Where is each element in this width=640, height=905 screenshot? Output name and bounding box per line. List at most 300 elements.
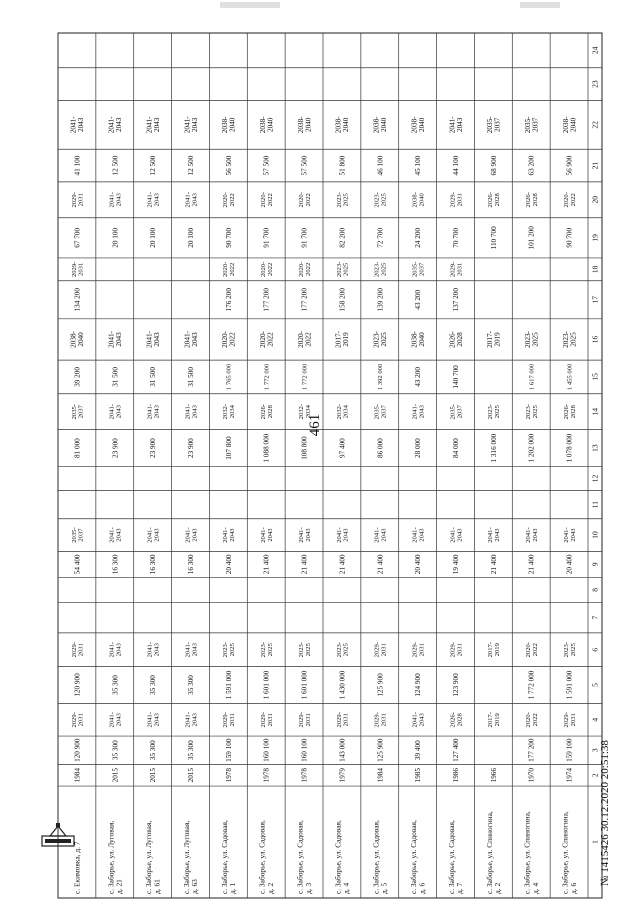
column-number-line: 4 [590,717,600,722]
table-cell-line: 2043 [153,193,161,207]
table-cell [222,527,236,542]
column-number [591,265,600,273]
table-cell-line: 2025 [494,405,502,419]
table-cell [260,404,274,419]
table-cell [449,404,463,419]
table-cell [111,768,119,783]
table-cell-line: 35 300 [187,675,196,695]
table-cell-line: 1 455 000 [566,363,574,391]
table-cell [73,673,81,697]
table-cell [411,192,425,207]
table-cell [414,367,422,387]
table-cell-line: 21 400 [338,554,347,575]
table-cell-line: 107 800 [224,436,233,460]
table-cell-line: 28 000 [414,438,423,458]
table-cell-line: 2041- [108,192,116,208]
table-cell [108,330,124,347]
column-number [591,683,600,687]
table-cell [73,155,81,175]
address-line: с. Заборье, ул. Садовая, [257,820,267,894]
table-cell-line: 91 700 [300,227,309,248]
table-cell [528,768,536,783]
table-cell-line: 2038- [372,116,381,134]
table-cell [259,116,275,133]
table-cell [566,670,574,699]
table-cell [264,363,271,390]
table-cell-line: 2019 [493,332,502,347]
table-cell [222,404,236,419]
table-cell [221,330,237,347]
table-cell [411,712,425,727]
table-cell-line: 41 100 [73,155,82,176]
table-cell-line: 2041- [487,527,495,543]
table-cell [73,288,81,312]
table-cell [376,768,384,783]
column-number-line: 10 [590,531,600,539]
table-cell-line: 2026- [448,331,457,348]
table-cell-line: 20 400 [224,554,233,575]
address-line: с. Заборье, ул. Садовая, [409,820,419,894]
table-cell-line: 2041- [145,116,154,134]
address-line: д. 4 [341,882,351,894]
table-cell-line: 2035- [486,116,495,134]
table-cell-line: 2026- [449,712,457,728]
table-cell-line: 140 700 [452,365,461,389]
column-number [591,444,600,452]
table-cell [149,675,157,695]
address-line: д. 2 [493,882,503,894]
table-cell [374,712,388,727]
column-number [591,475,600,483]
table-cell-line: 21 400 [527,554,536,575]
table-cell-line: 2041- [184,641,192,658]
table-cell-line: 2043 [456,528,464,542]
table-cell-line: 1 772 000 [301,363,309,391]
table-cell-line: 2041- [146,192,154,208]
table-cell [187,228,195,248]
address-line: с. Заборье, ул. Спиногина, [484,811,494,894]
table-cell-line: 1984 [73,768,82,783]
table-cell-line: 2022 [304,193,312,207]
table-cell-line: 2022 [531,713,539,727]
table-cell [528,670,536,699]
table-cell-line: 2035- [449,404,457,420]
table-cell [410,116,426,133]
table-cell [73,228,81,248]
address-cell [333,820,350,894]
table-cell-line: 2041- [183,331,192,348]
address-cell [561,811,578,894]
table-cell-line: 2029- [70,712,78,728]
table-cell [566,433,574,462]
table-cell-line: 16 300 [111,554,120,575]
page-number: 461 [307,413,323,437]
table-cell [448,116,464,133]
table-cell-line: 2043 [115,193,123,207]
table-cell [336,192,350,207]
table-cell [449,192,463,207]
table-cell-line: 2017- [486,331,495,348]
table-cell-line: 2025 [569,643,577,657]
table-cell [376,155,384,175]
table-cell-line: 35 300 [149,675,158,695]
table-cell-line: 12 500 [111,155,120,176]
table-cell [335,330,351,347]
table-cell [563,712,577,727]
table-cell-line: 2031 [456,643,464,657]
table-cell-line: 97 400 [338,438,347,458]
table-cell-line: 23 900 [187,438,196,458]
column-number-line: 24 [590,46,600,55]
table-cell [487,527,501,542]
table-cell-line: 2029- [222,712,230,728]
table-cell [109,527,123,542]
table-cell [146,712,160,727]
table-cell [566,363,573,390]
table-cell [449,527,463,542]
table-cell-line: 2031 [380,643,388,657]
table-cell-line: 2017- [487,712,495,728]
column-number [591,718,600,722]
address-cell [182,821,199,894]
table-cell-line: 45 100 [414,155,423,176]
table-cell-line: 2043 [115,713,123,727]
table-cell-line: 2043 [153,528,161,542]
table-cell-line: 35 300 [111,740,120,761]
table-cell-line: 90 700 [224,227,233,248]
table-cell-line: 176 200 [224,288,233,312]
table-cell [149,155,157,175]
column-number [591,373,600,381]
table-cell-line: 2034 [342,405,350,419]
table-cell-line: 2041- [373,527,381,543]
table-cell-line: 127 400 [452,738,461,762]
table-cell [336,712,350,727]
table-cell-line: 2031 [304,713,312,727]
table-cell [187,367,195,387]
table-cell-line: 2023- [561,331,570,348]
table-cell-line: 2041- [184,192,192,208]
table-cell-line: 1 591 000 [565,670,574,700]
table-cell [452,288,460,312]
table-cell [338,288,346,312]
table-cell-line: 1985 [414,768,423,783]
table-cell [566,228,574,248]
table-cell-line: 2038- [258,116,267,134]
table-cell-line: 134 200 [73,288,82,312]
address-cell [220,820,237,894]
table-cell [452,768,460,783]
table-cell [373,330,389,347]
table-cell [335,116,351,133]
table-cell [111,554,119,574]
table-cell [146,642,160,657]
table-cell [452,365,460,389]
table-cell-line: 12 500 [187,155,196,176]
table-cell [374,192,388,207]
table-cell [376,288,384,312]
table-cell-line: 54 400 [73,554,82,575]
column-number [591,234,600,242]
column-number-line: 22 [590,121,600,129]
address-line: д. 63 [190,879,200,894]
table-cell-line: 68 900 [489,155,498,176]
table-cell-line: 2032- [335,404,343,420]
table-cell-line: 2043 [152,332,161,347]
column-number [591,80,600,88]
table-cell-line: 51 800 [338,155,347,176]
table-cell-line: 90 700 [565,227,574,248]
table-cell [486,116,502,133]
table-cell-line: 2022 [266,262,274,276]
table-cell-line: 2037 [77,528,85,542]
table-cell [149,228,157,248]
table-cell-line: 2020- [562,192,570,208]
table-cell-line: 2029- [449,641,457,658]
table-cell-line: 24 200 [414,227,423,248]
table-cell [563,527,577,542]
table-cell-line: 2043 [494,528,502,542]
table-cell [71,192,85,207]
column-number [591,335,600,343]
table-cell [490,554,498,574]
table-cell [490,226,498,249]
table-cell-line: 108 800 [300,436,309,460]
table-cell [146,192,160,207]
table-cell [187,554,195,574]
table-cell-line: 177 200 [262,288,271,312]
table-cell-line: 12 500 [149,155,158,176]
table-cell-line: 1 617 000 [528,363,536,391]
table-cell-line: 2041- [146,527,154,543]
table-cell [149,740,157,760]
table-cell-line: 82 200 [338,227,347,248]
table-cell [184,192,198,207]
table-cell-line: 2031 [569,713,577,727]
table-cell-line: 39 400 [414,740,423,761]
table-cell-line: 81 000 [73,438,82,458]
table-cell [525,527,539,542]
table-cell [225,670,233,699]
table-cell-line: 1 430 000 [338,670,347,700]
table-cell [222,192,236,207]
table-cell [452,438,460,458]
table-cell [298,527,312,542]
address-cell [144,821,161,894]
table-cell [338,670,346,699]
table-cell-line: 2034 [229,405,237,419]
table-cell-line: 46 100 [376,155,385,176]
table-cell-line: 2041- [297,527,305,543]
table-cell-line: 1970 [527,768,536,783]
table-cell-line: 2017- [334,331,343,348]
table-cell-line: 20 100 [187,227,196,248]
table-cell-line: 2043 [191,405,199,419]
table-cell [566,554,574,574]
table-cell-line: 2022 [228,332,237,347]
table-cell-line: 1 591 000 [224,670,233,700]
table-cell-line: 2043 [152,117,161,133]
table-cell [111,740,119,760]
table-cell-line: 2040 [342,117,351,133]
table-cell-line: 2023- [525,404,533,420]
address-cell [447,820,464,894]
scan-mark [220,2,280,8]
table-cell-line: 1 765 000 [225,363,233,391]
table-cell-line: 2020- [260,192,268,208]
table-cell [376,228,384,248]
table-cell [263,670,271,699]
column-number-line: 13 [590,444,600,452]
column-number-line: 8 [590,588,600,592]
address-line: с. Заборье, ул. Садовая, [447,820,456,894]
table-cell [487,712,501,727]
table-cell-line: 2031 [380,713,388,727]
table-cell-line: 31 500 [187,367,196,387]
table-cell-line: 120 900 [73,673,82,697]
table-cell [260,262,274,277]
table-cell [528,738,536,762]
table-cell [260,192,274,207]
table-cell-line: 159 100 [565,738,574,762]
table-cell-line: 2023- [487,404,495,420]
table-cell-line: 2043 [191,643,199,657]
table-cell-line: 2041- [69,116,78,134]
table-cell-line: 2043 [77,117,86,133]
table-cell [184,712,198,727]
column-number [591,162,600,170]
column-number [591,121,600,129]
table-cell [490,155,498,175]
table-cell [222,262,236,277]
table-cell [71,712,85,727]
table-cell-line: 2028 [494,193,502,207]
table-cell-line: 2026- [525,192,533,208]
table-cell-line: 2041- [449,527,457,543]
table-cell [187,675,195,695]
table-cell-line: 2041- [183,116,192,134]
table-cell-line: 2020- [525,712,533,728]
table-cell-line: 2041- [108,712,116,728]
table-cell [449,262,463,277]
table-frame [58,33,602,898]
table-cell-line: 2023- [562,641,570,658]
table-cell-line: 2023- [335,192,343,208]
column-number [591,616,600,620]
table-cell [263,155,271,175]
table-cell-line: 2037 [531,117,540,133]
table-cell-line: 2043 [153,713,161,727]
table-cell [225,288,233,312]
table-cell-line: 2041- [108,404,116,420]
table-cell-line: 2041- [411,404,419,420]
table-cell-line: 2022 [531,643,539,657]
column-number-line: 21 [590,161,600,170]
address-line: с. Заборье, ул. Спиногина, [560,811,570,894]
table-cell-line: 2038- [410,331,419,348]
table-cell-line: 2041- [146,712,154,728]
table-cell [452,554,460,574]
table-cell [145,116,161,133]
table-cell-line: 16 300 [149,554,158,575]
table-cell [111,367,119,387]
table-cell-line: 110 700 [489,226,498,250]
table-cell-line: 2040 [266,117,275,133]
table-cell-line: 20 100 [111,227,120,248]
table-cell [487,642,501,657]
address-cell [485,811,502,894]
table-cell [259,330,275,347]
table-cell-line: 2020- [260,261,268,278]
table-cell [111,675,119,695]
table-cell [452,228,460,248]
address-line: с. Заборье, ул. Садовая, [295,820,305,894]
table-cell-line: 2038- [411,192,419,208]
table-cell-line: 2043 [531,528,539,542]
table-cell [566,738,574,762]
column-number-line: 2 [590,773,600,778]
table-cell [301,363,308,390]
table-cell-line: 19 400 [452,554,461,575]
table-cell-line: 2043 [115,332,124,347]
table-cell-line: 2028 [531,193,539,207]
table-cell-line: 2025 [380,262,388,276]
address-line: с. Заборье, ул. Луговая, [144,820,154,894]
table-cell-line: 2019 [342,332,351,347]
table-cell-line: 2041- [335,527,343,543]
table-cell-line: 35 300 [111,675,120,695]
table-cell [414,740,422,760]
table-cell [222,642,236,657]
table-cell [70,116,86,133]
address-line: д. 21 [114,879,124,894]
table-cell-line: 101 200 [527,226,536,250]
table-cell [377,363,384,390]
table-cell-line: 23 900 [149,438,158,458]
table-cell-line: 2043 [190,332,199,347]
table-cell [183,116,199,133]
address-line: с. Заборье, ул. Садовая, [333,820,343,894]
column-number [591,531,600,539]
table-cell-line: 2022 [304,332,313,347]
table-cell [336,527,350,542]
table-cell [263,738,271,762]
table-cell [73,768,81,783]
table-cell [184,404,198,419]
table-cell-line: 2040 [304,117,313,133]
table-cell-line: 2022 [569,193,577,207]
table-cell-line: 2031 [77,713,85,727]
column-number [591,408,600,416]
column-number-line: 23 [590,80,600,88]
table-cell-line: 2023- [335,641,343,658]
table-cell [448,330,464,347]
table-cell [562,330,578,347]
table-cell-line: 43 200 [414,367,423,387]
table-cell-line: 2041- [448,116,457,134]
address-cell [258,820,275,894]
table-cell-line: 2043 [115,117,124,133]
column-number-line: 3 [590,748,600,753]
emblem-seal-icon [40,822,76,850]
table-cell-line: 2020- [222,261,230,278]
table-cell [301,436,309,460]
table-cell-line: 2041- [107,116,116,134]
table-cell [528,226,536,250]
table-cell [525,192,539,207]
table-cell-line: 2015 [111,768,120,783]
table-cell-line: 1 772 000 [527,670,536,700]
